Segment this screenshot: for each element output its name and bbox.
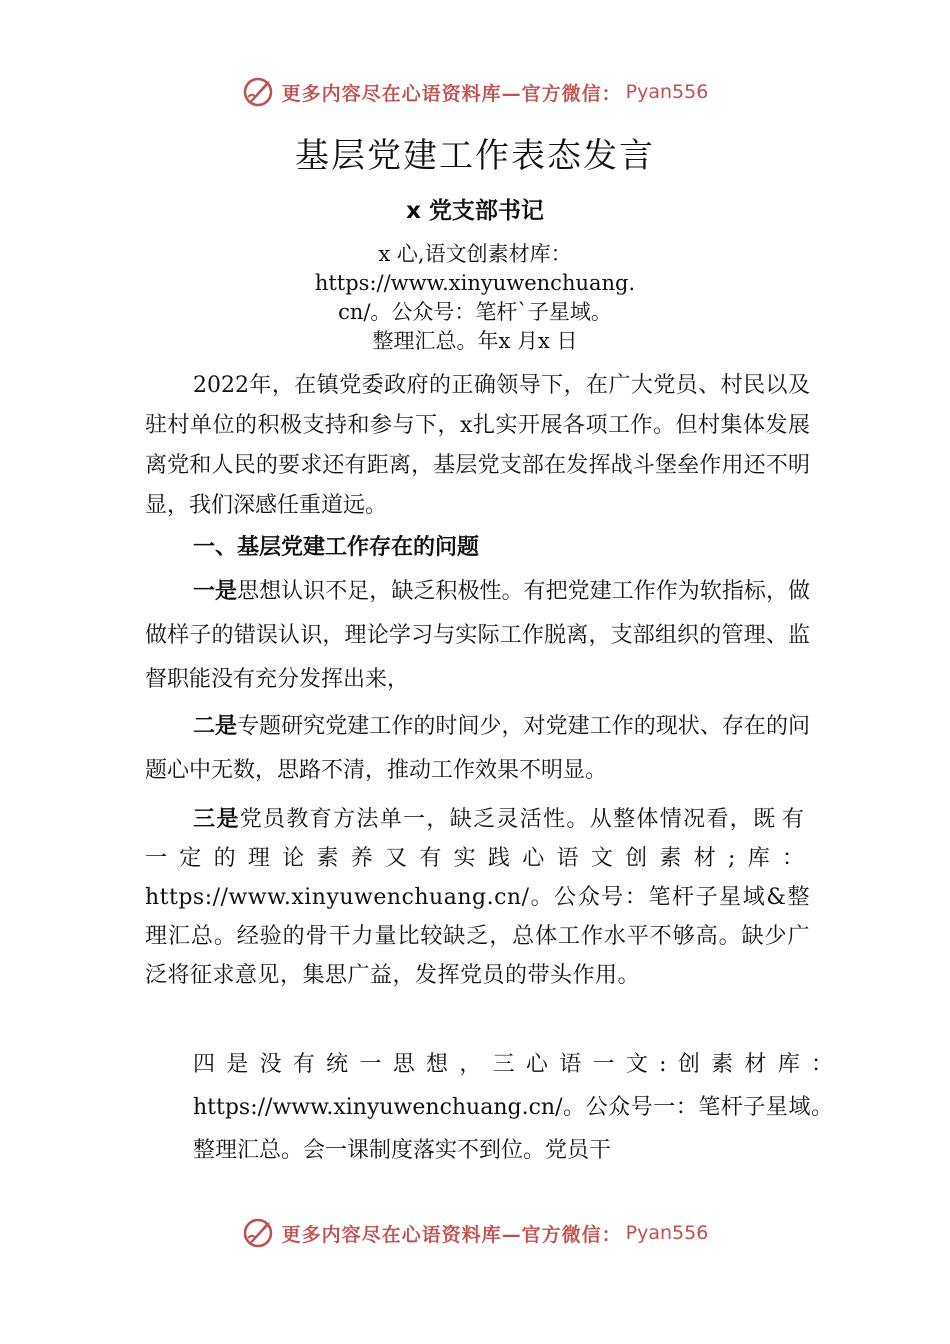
banner-wechat-id: Pyan556: [625, 1222, 709, 1244]
header-banner: [0, 72, 950, 112]
point-lead: 三是: [193, 807, 240, 832]
point-lead: 一是: [193, 579, 238, 604]
footer-banner: [0, 1213, 950, 1253]
paragraph-point-4: 四是没有统一思想，三心语一文:创素材库：https://www.xinyuwenchuang.cn/。公众号一：笔杆子星域。整理汇总。会一课制度落实不到位。党员干: [193, 1052, 833, 1163]
meta-line: https://www.xinyuwenchuang.: [314, 271, 636, 295]
point-text: 思想认识不足，缺乏积极性。有把党建工作作为软指标，做做样子的错误认识，理论学习与实际工作脱离，支部组织的管理、监督职能没有充分发挥出来，: [145, 579, 810, 692]
meta-line: cn/。公众号：笔杆`子星域。: [338, 300, 612, 324]
section-heading: 一、基层党建工作存在的问题: [193, 535, 480, 560]
point-lead: 二是: [193, 714, 238, 739]
point-text-spaced: 既有一定的理论素养又有实践心语文创素材;库：: [145, 807, 810, 871]
paragraph-intro: 2022年，在镇党委政府的正确领导下，在广大党员、村民以及驻村单位的积极支持和参与下，x扎实开展各项工作。但村集体发展离党和人民的要求还有距离，基层党支部在发挥战斗堡垒作用还不明显，我们深感任重道远。: [145, 373, 810, 518]
meta-line: 整理汇总。年x 月x 日: [372, 329, 578, 353]
point-text: 党员教育方法单一，缺乏灵活性。从整体情况看，: [239, 807, 754, 832]
quill-logo-icon: [242, 75, 276, 109]
banner-text: 更多内容尽在心语资料库—官方微信：: [281, 82, 622, 105]
point-text: https://www.xinyuwenchuang.cn/。公众号：笔杆子星域&整理汇总。经验的骨干力量比较缺乏，总体工作水平不够高。缺少广泛将征求意见，集思广益，发挥党员的带头作用。: [145, 885, 810, 988]
paragraph-point-2: [145, 705, 810, 793]
point-text: 专题研究党建工作的时间少，对党建工作的现状、存在的问题心中无数，思路不清，推动工作效果不明显。: [145, 714, 810, 783]
banner-text: 更多内容尽在心语资料库—官方微信：: [281, 1223, 622, 1246]
paragraph-point-1: [145, 570, 810, 702]
meta-line: x 心,语文创素材库：: [378, 242, 572, 266]
paragraph-point-3: [145, 800, 810, 995]
document-subtitle: x 党支部书记: [406, 198, 544, 224]
meta-block: [0, 240, 950, 356]
document-title: 基层党建工作表态发言: [295, 136, 655, 176]
quill-logo-icon: [242, 1216, 276, 1250]
banner-wechat-id: Pyan556: [625, 81, 709, 103]
